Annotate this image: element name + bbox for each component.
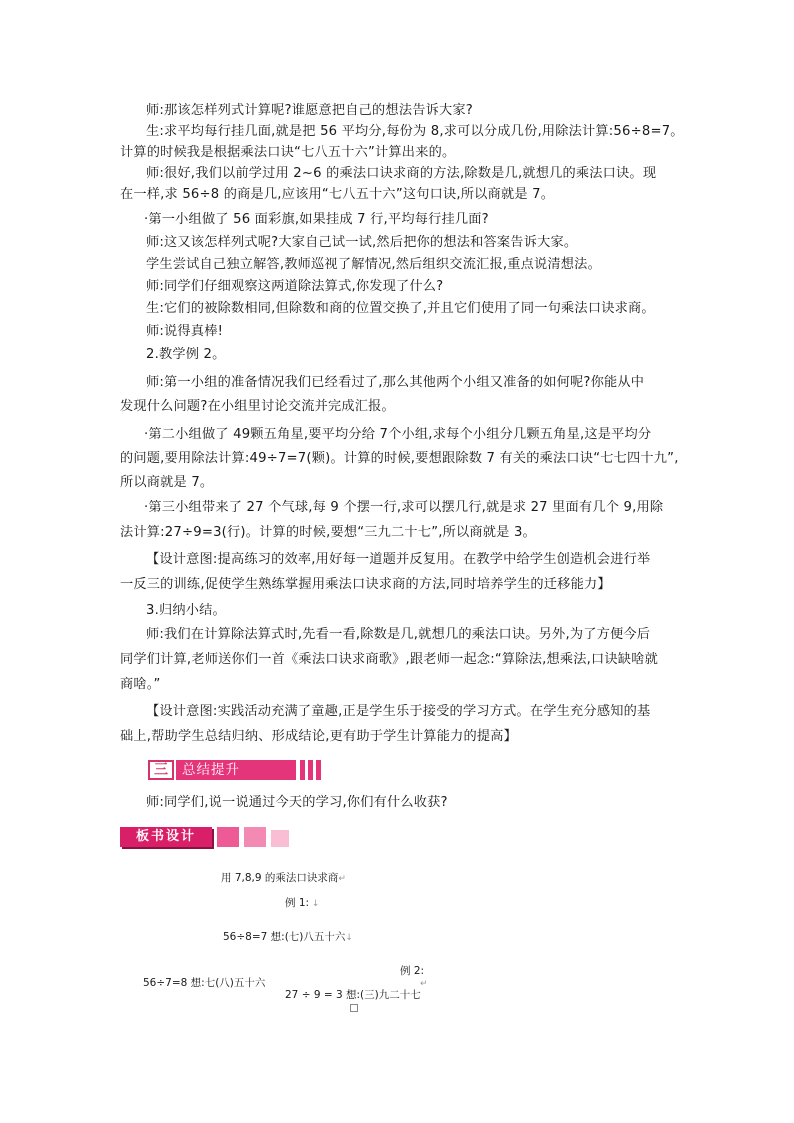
board-equation-1: 56÷8=7 想:(七)八五十六↓ [223, 931, 353, 943]
paragraph: 生:它们的被除数相同,但除数和商的位置交换了,并且它们使用了同一句乘法口诀求商。 [146, 301, 655, 316]
design-intent: 一反三的训练,促使学生熟练掌握用乘法口诀求商的方法,同时培养学生的迁移能力】 [120, 577, 611, 592]
paragraph: 师:第一小组的准备情况我们已经看过了,那么其他两个小组又准备的如何呢?你能从中 [146, 375, 645, 390]
section-title: 总结提升 [176, 760, 296, 780]
design-intent: 【设计意图:实践活动充满了童趣,正是学生乐于接受的学习方式。在学生充分感知的基 [146, 704, 651, 719]
line-break-mark: ↵ [420, 979, 428, 989]
paragraph: ·第一小组做了 56 面彩旗,如果挂成 7 行,平均每行挂几面? [144, 212, 489, 227]
paragraph: ·第二小组做了 49颗五角星,要平均分给 7个小组,求每个小组分几颗五角星,这是平均分 [144, 427, 652, 442]
board-title: 用 7,8,9 的乘法口诀求商↵ [221, 872, 346, 884]
decor-bar [308, 760, 313, 780]
board-equation-2: 56÷7=8 想:七(八)五十六 [143, 977, 266, 989]
design-intent: 【设计意图:提高练习的效率,用好每一道题并反复用。在教学中给学生创造机会进行举 [146, 552, 651, 567]
paragraph: 师:很好,我们以前学过用 2~6 的乘法口诀求商的方法,除数是几,就想几的乘法口诀。现 [146, 166, 657, 181]
decor-square [217, 827, 239, 847]
decor-square [244, 827, 266, 847]
decor-bar [316, 760, 321, 780]
paragraph: 师:同学们仔细观察这两道除法算式,你发现了什么? [146, 279, 444, 294]
anchor-mark [350, 1004, 358, 1012]
board-design-header [120, 827, 289, 847]
paragraph: 法计算:27÷9=3(行)。计算的时候,要想“三九二十七”,所以商就是 3。 [120, 525, 536, 540]
paragraph: 所以商就是 7。 [120, 475, 214, 490]
closing-question: 师:同学们,说一说通过今天的学习,你们有什么收获? [146, 795, 448, 810]
board-design-label: 板书设计 [120, 827, 212, 847]
paragraph: ·第三小组带来了 27 个气球,每 9 个摆一行,求可以摆几行,就是求 27 里面有几个 9,用除 [144, 500, 664, 515]
paragraph: 师:说得真棒! [146, 324, 224, 339]
decor-square [271, 830, 289, 847]
paragraph: 计算的时候我是根据乘法口诀“七八五十六”计算出来的。 [120, 145, 456, 160]
paragraph: 同学们计算,老师送你们一首《乘法口诀求商歌》,跟老师一起念:“算除法,想乘法,口诀缺啥就 [120, 652, 658, 667]
subheading: 3.归纳小结。 [146, 603, 226, 618]
section-number: 三 [148, 760, 174, 780]
paragraph: 商啥。” [120, 677, 161, 692]
paragraph: 师:这又该怎样列式呢?大家自己试一试,然后把你的想法和答案告诉大家。 [146, 235, 578, 250]
board-example-2: 例 2: [400, 965, 425, 977]
paragraph: 生:求平均每行挂几面,就是把 56 平均分,每份为 8,求可以分成几份,用除法计算:56÷8=7。 [146, 124, 684, 139]
design-intent: 础上,帮助学生总结归纳、形成结论,更有助于学生计算能力的提高】 [120, 729, 518, 744]
board-example-1: 例 1: ↓ [285, 897, 320, 909]
paragraph: 在一样,求 56÷8 的商是几,应该用“七八五十六”这句口诀,所以商就是 7。 [120, 187, 555, 202]
decor-bar [300, 760, 305, 780]
subheading: 2.教学例 2。 [146, 347, 226, 362]
section-header [148, 760, 324, 780]
paragraph: 发现什么问题?在小组里讨论交流并完成汇报。 [120, 399, 395, 414]
paragraph: 的问题,要用除法计算:49÷7=7(颗)。计算的时候,要想跟除数 7 有关的乘法口诀“七七四十九”, [120, 451, 679, 466]
section-decoration [300, 760, 324, 780]
paragraph: 学生尝试自己独立解答,教师巡视了解情况,然后组织交流汇报,重点说清想法。 [146, 257, 601, 272]
paragraph: 师:我们在计算除法算式时,先看一看,除数是几,就想几的乘法口诀。另外,为了方便今后 [146, 627, 651, 642]
board-equation-3: 27 ÷ 9 = 3 想:(三)九二十七 [285, 989, 421, 1001]
paragraph: 师:那该怎样列式计算呢?谁愿意把自己的想法告诉大家? [146, 103, 473, 118]
